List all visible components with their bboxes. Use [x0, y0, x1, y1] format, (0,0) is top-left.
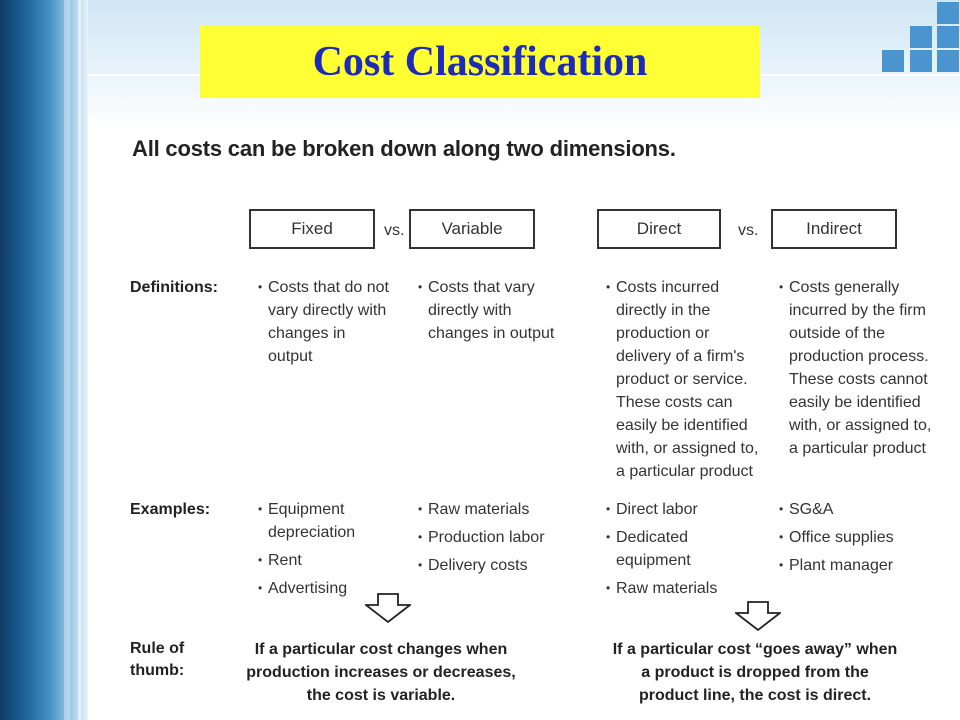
list-item-text: Dedicated equipment: [616, 529, 691, 569]
list-item: [779, 554, 929, 577]
definitions-fixed: [258, 276, 393, 368]
rule-of-thumb-variable: If a particular cost changes when production increases or decreases, the cost is variable.: [246, 641, 516, 704]
list-item: [779, 526, 929, 549]
list-item-text: Raw materials: [428, 501, 530, 518]
list-item-text: Costs generally incurred by the firm outside of the production process. These costs cannot easily be identified with, or assigned to, a particular product: [789, 279, 932, 457]
list-item-text: Costs that vary directly with changes in output: [428, 279, 555, 342]
list-item-text: Delivery costs: [428, 557, 528, 574]
header-fixed: Fixed: [249, 209, 375, 249]
list-item-text: Direct labor: [616, 501, 698, 518]
list-item: [418, 526, 568, 549]
list-item-text: Raw materials: [616, 580, 718, 597]
rule-label-line2: thumb:: [130, 662, 185, 679]
list-item: [779, 276, 939, 460]
list-item-text: Production labor: [428, 529, 545, 546]
down-arrow-icon-right: [735, 601, 781, 631]
list-item: [418, 554, 568, 577]
bullet-icon: •: [418, 280, 423, 294]
list-item-text: Equipment depreciation: [268, 501, 356, 541]
list-item: [258, 498, 393, 544]
vs-label-1: vs.: [384, 222, 405, 239]
left-decorative-line: [64, 0, 70, 720]
row-label-definitions: Definitions:: [130, 279, 218, 296]
list-item-text: SG&A: [789, 501, 834, 518]
list-item-text: Plant manager: [789, 557, 894, 574]
bullet-icon: •: [258, 502, 263, 516]
rule-of-thumb-direct: If a particular cost “goes away” when a product is dropped from the product line, the cost is direct.: [612, 641, 898, 704]
bullet-icon: •: [606, 530, 611, 544]
list-item-text: Costs incurred directly in the production or delivery of a firm's product or service. These costs can easily be identified with, or assigned to, a particular product: [616, 279, 759, 480]
row-label-examples: Examples:: [130, 501, 211, 518]
definitions-variable: [418, 276, 558, 345]
bullet-icon: •: [418, 558, 423, 572]
definitions-direct: [606, 276, 766, 483]
examples-fixed: [258, 498, 393, 600]
list-item-text: Office supplies: [789, 529, 894, 546]
list-item: [418, 276, 558, 345]
list-item-text: Advertising: [268, 580, 348, 597]
examples-variable: [418, 498, 568, 577]
list-item-text: Costs that do not vary directly with changes in output: [268, 279, 389, 365]
list-item: [606, 577, 746, 600]
examples-direct: [606, 498, 746, 600]
row-label-rule: [130, 638, 184, 682]
bullet-icon: •: [779, 280, 784, 294]
bullet-icon: •: [606, 581, 611, 595]
bullet-icon: •: [258, 553, 263, 567]
header-indirect: Indirect: [771, 209, 897, 249]
list-item: [779, 498, 929, 521]
list-item: [258, 549, 393, 572]
list-item: [606, 526, 746, 572]
title-banner: [200, 26, 760, 98]
list-item: [418, 498, 568, 521]
examples-indirect: [779, 498, 929, 577]
bullet-icon: •: [779, 502, 784, 516]
bullet-icon: •: [779, 530, 784, 544]
header-variable: Variable: [409, 209, 535, 249]
rule-label-line1: Rule of: [130, 640, 185, 657]
header-direct: Direct: [597, 209, 721, 249]
bullet-icon: •: [258, 581, 263, 595]
left-decorative-stripe: [0, 0, 88, 720]
bullet-icon: •: [606, 280, 611, 294]
definitions-indirect: [779, 276, 939, 460]
bullet-icon: •: [606, 502, 611, 516]
list-item: [606, 498, 746, 521]
intro-text: All costs can be broken down along two dimensions.: [132, 136, 676, 161]
bullet-icon: •: [258, 280, 263, 294]
list-item: [606, 276, 766, 483]
vs-label-2: vs.: [738, 222, 759, 239]
list-item: [258, 276, 393, 368]
bullet-icon: •: [418, 502, 423, 516]
bullet-icon: •: [779, 558, 784, 572]
down-arrow-icon-left: [365, 593, 411, 623]
left-decorative-line-thin: [78, 0, 81, 720]
list-item-text: Rent: [268, 552, 302, 569]
bullet-icon: •: [418, 530, 423, 544]
page-title: Cost Classification: [312, 39, 648, 85]
